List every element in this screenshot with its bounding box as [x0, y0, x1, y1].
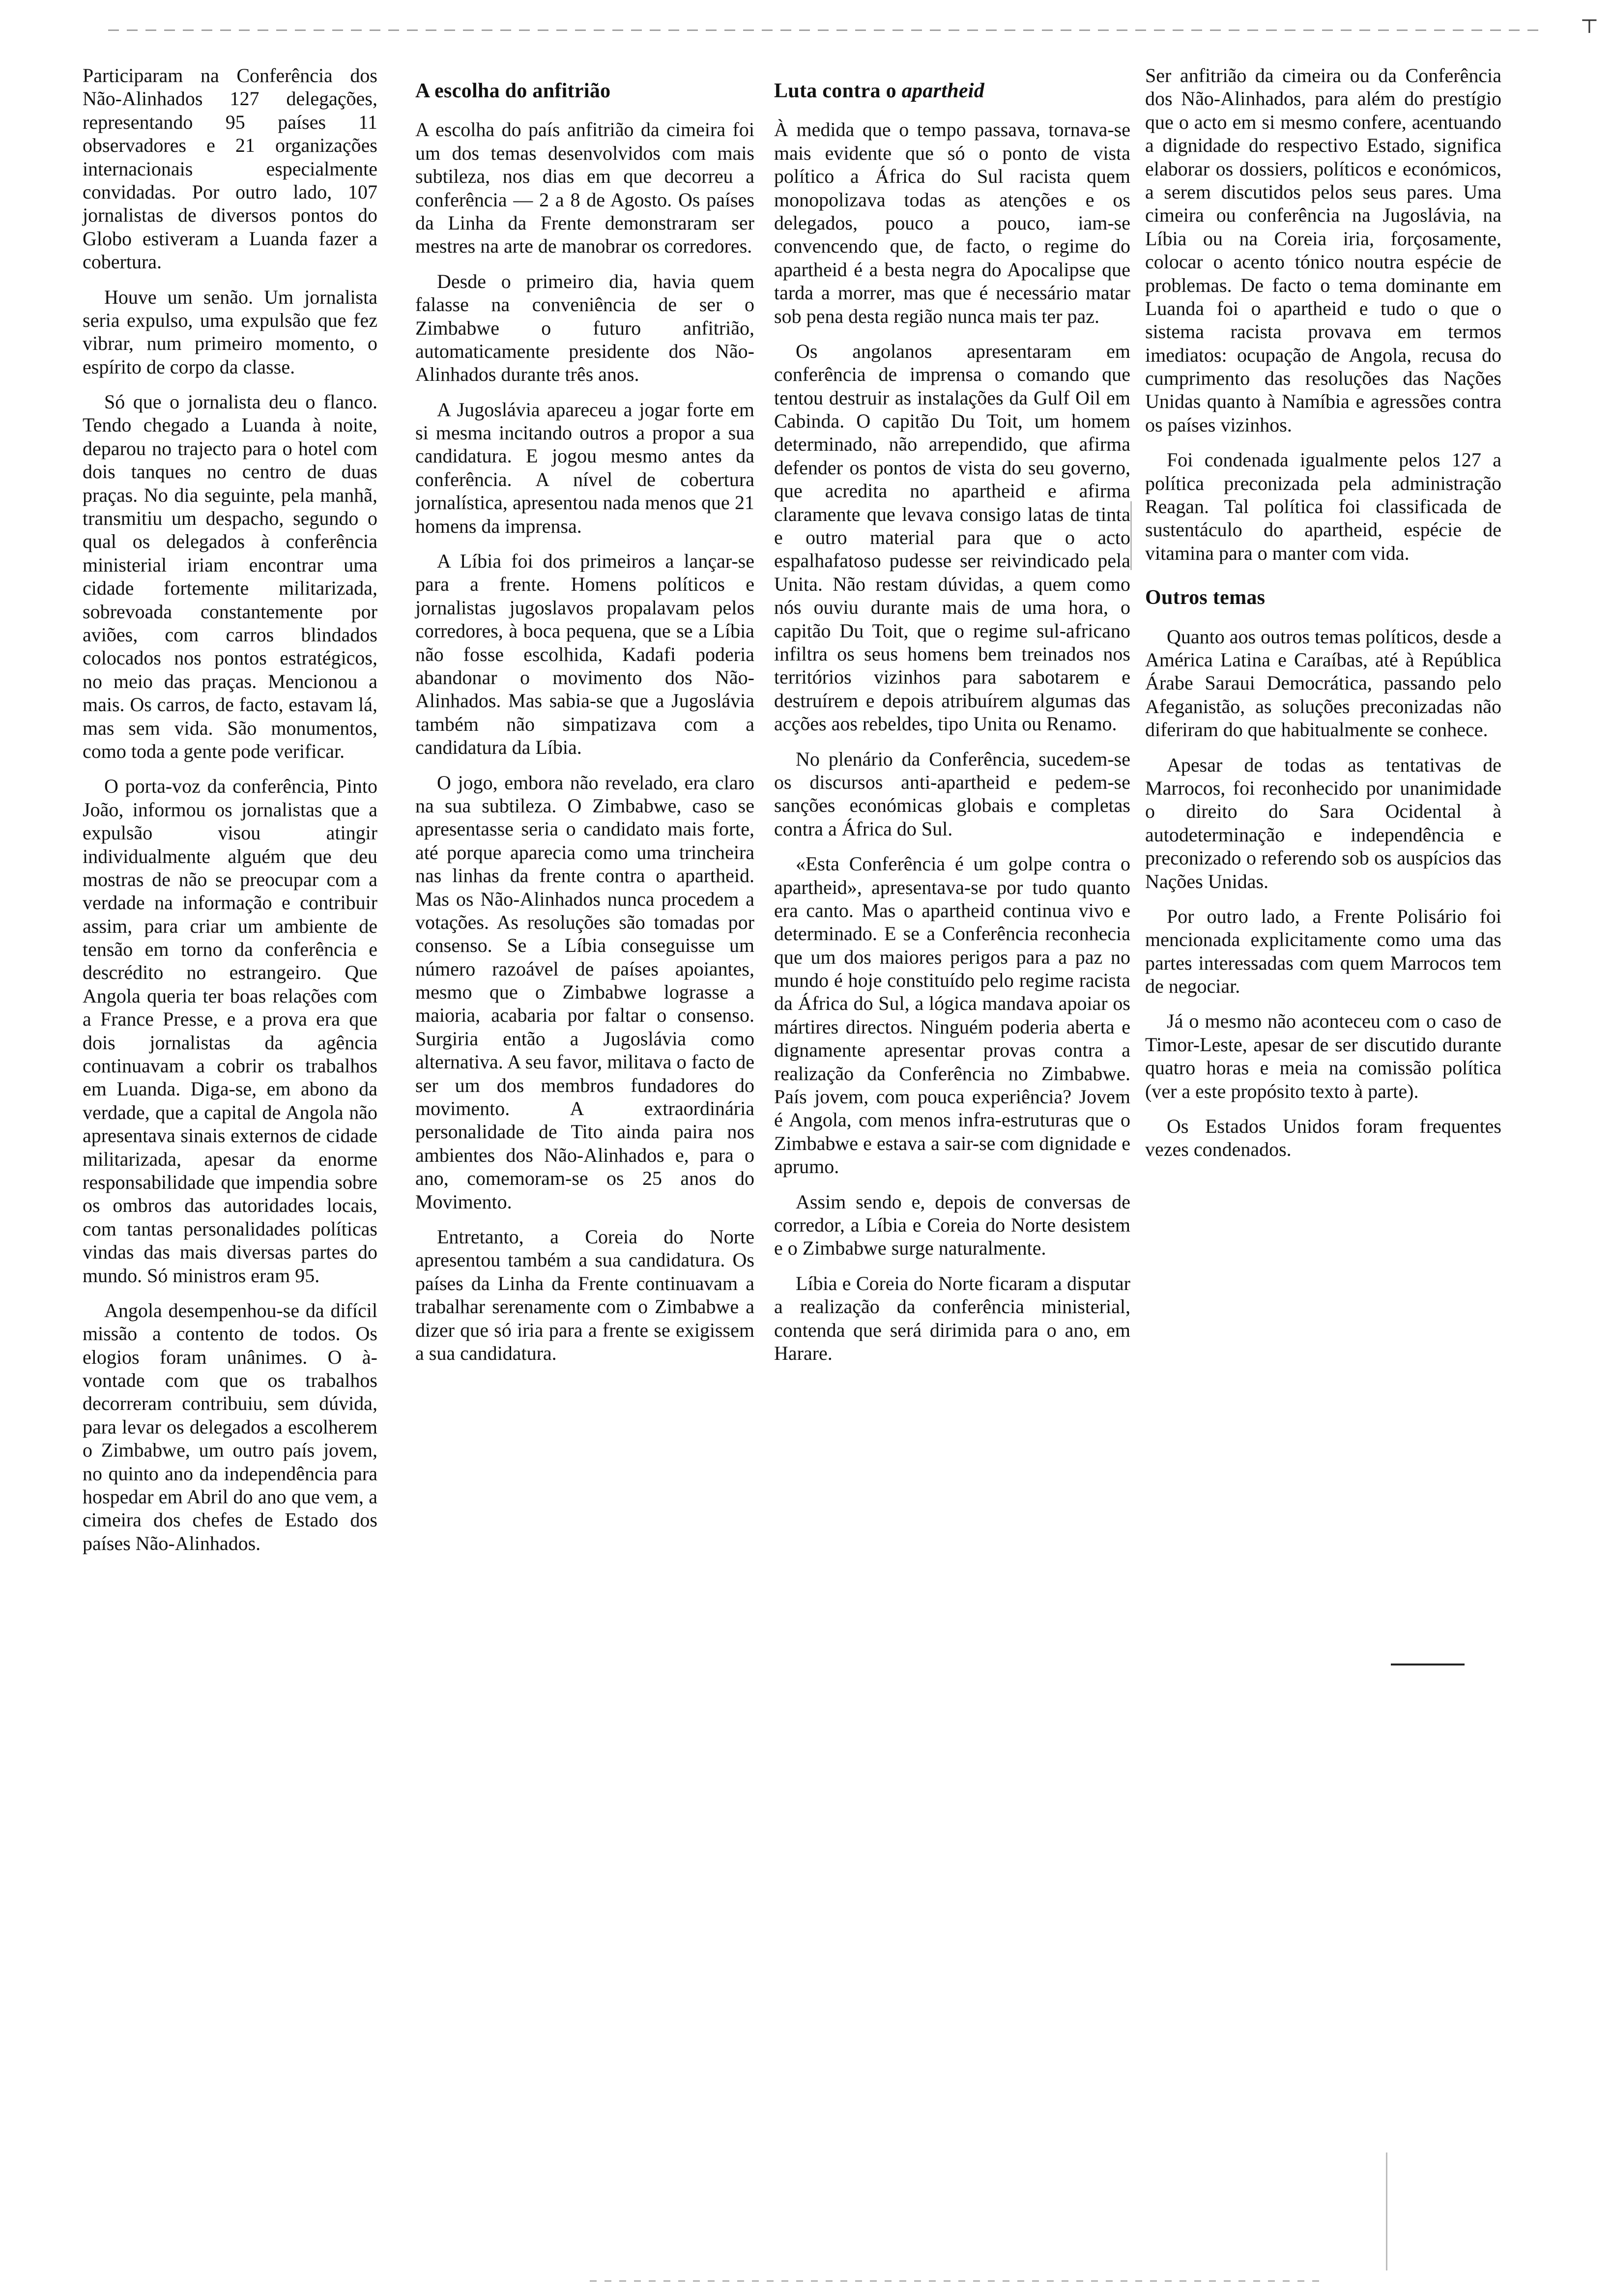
col4-paragraph-6: Já o mesmo não aconteceu com o caso de Timor-Leste, apesar de ser discutido durante quatro horas e meia na comissão política (ver a este propósito texto à parte).	[1145, 1010, 1501, 1102]
column-4	[1145, 64, 1501, 1173]
column-2	[415, 64, 754, 1377]
heading-outros-temas: Outros temas	[1145, 586, 1266, 609]
col3-paragraph-1: À medida que o tempo passava, tornava-se mais evidente que só o ponto de vista político a África do Sul racista quem monopolizava todas as atenções e os delegados, pouco a pouco, iam-se convencendo que, de facto, o regime do apartheid é a besta negra do Apocalipse que tarda a morrer, mas que é necessário matar sob pena desta região nunca mais ter paz.	[774, 118, 1130, 327]
col2-paragraph-4: A Líbia foi dos primeiros a lançar-se para a frente. Homens políticos e jornalistas jugoslavos propalavam pelos corredores, à boca pequena, que se a Líbia não fosse escolhida, Kadafi poderia abandonar o movimento dos Não-Alinhados. Mas sabia-se que a Jugoslávia também não simpatizava com a candidatura da Líbia.	[415, 550, 754, 759]
heading-luta-prefix: Luta contra o	[774, 80, 902, 102]
heading-escolha-anfitriao: A escolha do anfitrião	[415, 80, 611, 102]
col1-paragraph-2: Houve um senão. Um jornalista seria expulso, uma expulsão que fez vibrar, num primeiro momento, o espírito de corpo da classe.	[83, 286, 377, 378]
col2-paragraph-2: Desde o primeiro dia, havia quem falasse na conveniência de ser o Zimbabwe o futuro anfitrião, automaticamente presidente dos Não-Alinhados durante três anos.	[415, 270, 754, 386]
heading-luta-italic: apartheid	[901, 80, 985, 102]
col4-paragraph-2: Foi condenada igualmente pelos 127 a política preconizada pela administração Reagan. Tal política foi classificada de sustentáculo do apartheid, espécie de vitamina para o manter com vida.	[1145, 449, 1501, 564]
col1-paragraph-1: Participaram na Conferência dos Não-Alinhados 127 delegações, representando 95 países 11 observadores e 21 organizações internacionais especialmente convidadas. Por outro lado, 107 jornalistas de diversos pontos do Globo estiveram a Luanda fazer a cobertura.	[83, 64, 377, 273]
col3-paragraph-6: Líbia e Coreia do Norte ficaram a disputar a realização da conferência ministerial, contenda que será dirimida para o ano, em Harare.	[774, 1272, 1130, 1364]
col3-paragraph-5: Assim sendo e, depois de conversas de corredor, a Líbia e Coreia do Norte desistem e o Zimbabwe surge naturalmente.	[774, 1190, 1130, 1260]
end-dash	[1391, 1664, 1465, 1665]
col4-paragraph-4: Apesar de todas as tentativas de Marrocos, foi reconhecido por unanimidade o direito do Sara Ocidental à autodeterminação e independência e preconizado o referendo sob os auspícios das Nações Unidas.	[1145, 753, 1501, 892]
column-3	[774, 64, 1130, 1377]
col1-paragraph-5: Angola desempenhou-se da difícil missão a contento de todos. Os elogios foram unânimes. O à-vontade com que os trabalhos decorreram contribuiu, sem dúvida, para levar os delegados a escolherem o Zimbabwe, um outro país jovem, no quinto ano da independência para hospedar em Abril do ano que vem, a cimeira dos chefes de Estado dos países Não-Alinhados.	[83, 1299, 377, 1554]
col4-paragraph-1: Ser anfitrião da cimeira ou da Conferência dos Não-Alinhados, para além do prestígio que o acto em si mesmo confere, acentuando a dignidade do respectivo Estado, significa elaborar os dossiers, políticos e económicos, a serem discutidos pelos seus pares. Uma cimeira ou conferência na Jugoslávia, na Líbia ou na Coreia iria, forçosamente, colocar o acento tónico noutra espécie de problemas. De facto o tema dominante em Luanda foi o apartheid e tudo o que o sistema racista provava em termos imediatos: ocupação de Angola, recusa do cumprimento das resoluções das Nações Unidas quanto à Namíbia e agressões contra os países vizinhos.	[1145, 64, 1501, 436]
col3-paragraph-3: No plenário da Conferência, sucedem-se os discursos anti-apartheid e pedem-se sanções económicas globais e completas contra a África do Sul.	[774, 747, 1130, 840]
column-1	[83, 64, 377, 1567]
col2-paragraph-5: O jogo, embora não revelado, era claro na sua subtileza. O Zimbabwe, caso se apresentasse seria o candidato mais forte, até porque aparecia como uma trincheira nas linhas da frente contra o apartheid. Mas os Não-Alinhados nunca procedem a votações. As resoluções são tomadas por consenso. Se a Líbia conseguisse um número razoável de países apoiantes, mesmo que o Zimbabwe lograsse a maioria, acabaria por faltar o consenso. Surgiria então a Jugoslávia como alternativa. A seu favor, militava o facto de ser um dos membros fundadores do movimento. A extraordinária personalidade de Tito ainda paira nos ambientes dos Não-Alinhados e, para o ano, comemoram-se os 25 anos do Movimento.	[415, 771, 754, 1213]
heading-luta-apartheid	[774, 79, 1130, 103]
col4-paragraph-5: Por outro lado, a Frente Polisário foi mencionada explicitamente como uma das partes interessadas com quem Marrocos tem de negociar.	[1145, 905, 1501, 998]
corner-mark: ⊤	[1580, 15, 1599, 37]
col1-paragraph-4: O porta-voz da conferência, Pinto João, informou os jornalistas que a expulsão visou atingir individualmente alguém que deu mostras de não se preocupar com a verdade na informação e contribuir assim, para criar um ambiente de tensão em torno da conferência e descrédito no estrangeiro. Que Angola queria ter boas relações com a France Presse, e a prova era que dois jornalistas da agência continuavam a cobrir os trabalhos em Luanda. Diga-se, em abono da verdade, que a capital de Angola não apresentava sinais externos de cidade militarizada, apesar da enorme responsabilidade que impendia sobre os ombros das autoridades locais, com tantas personalidades políticas vindas das mais diversas partes do mundo. Só ministros eram 95.	[83, 775, 377, 1287]
col3-paragraph-2: Os angolanos apresentaram em conferência de imprensa o comando que tentou destruir as instalações da Gulf Oil em Cabinda. O capitão Du Toit, um homem determinado, não arrependido, que afirma defender os pontos de vista do seu governo, que acredita no apartheid e afirma claramente que levava consigo latas de tinta e outro material para que o acto espalhafatoso pudesse ser reivindicado pela Unita. Não restam dúvidas, a quem como nós ouviu durante mais de uma hora, o capitão Du Toit, que o regime sul-africano infiltra os seus homens bem treinados nos territórios vizinhos para sabotarem e destruírem e depois atribuírem algumas das acções aos rebeldes, tipo Unita ou Renamo.	[774, 340, 1130, 735]
col4-paragraph-3: Quanto aos outros temas políticos, desde a América Latina e Caraíbas, até à República Árabe Saraui Democrática, passando pelo Afeganistão, as soluções preconizadas não diferiram do que habitualmente se conhece.	[1145, 625, 1501, 741]
bottom-rule	[590, 2280, 1327, 2282]
col2-paragraph-3: A Jugoslávia apareceu a jogar forte em si mesma incitando outros a propor a sua candidatura. E jogou mesmo antes da conferência. A nível de cobertura jornalística, apresentou nada menos que 21 homens da imprensa.	[415, 398, 754, 537]
col2-paragraph-6: Entretanto, a Coreia do Norte apresentou também a sua candidatura. Os países da Linha da Frente continuavam a trabalhar serenamente com o Zimbabwe a dizer que só iria para a frente se exigissem a sua candidatura.	[415, 1225, 754, 1364]
scan-streak	[1386, 2152, 1387, 2270]
col4-paragraph-7: Os Estados Unidos foram frequentes vezes condenados.	[1145, 1115, 1501, 1161]
col1-paragraph-3: Só que o jornalista deu o flanco. Tendo chegado a Luanda à noite, deparou no trajecto para o hotel com dois tanques no centro de duas praças. No dia seguinte, pela manhã, transmitiu um despacho, segundo o qual os delegados à conferência ministerial iriam encontrar uma cidade fortemente militarizada, sobrevoada constantemente por aviões, com carros blindados colocados nos pontos estratégicos, no meio das praças. Mencionou a mais. Os carros, de facto, estavam lá, mas sem vida. São monumentos, como toda a gente pode verificar.	[83, 391, 377, 762]
scan-streak-2	[1130, 501, 1132, 570]
top-rule	[108, 29, 1543, 31]
col2-paragraph-1: A escolha do país anfitrião da cimeira foi um dos temas desenvolvidos com mais subtileza, nos dias em que decorreu a conferência — 2 a 8 de Agosto. Os países da Linha da Frente demonstraram ser mestres na arte de manobrar os corredores.	[415, 118, 754, 258]
col3-paragraph-4: «Esta Conferência é um golpe contra o apartheid», apresentava-se por tudo quanto era canto. Mas o apartheid continua vivo e determinado. E se a Conferência reconhecia que um dos maiores perigos para a paz no mundo é hoje constituído pelo regime racista da África do Sul, a lógica mandava apoiar os mártires directos. Ninguém poderia aberta e dignamente apresentar provas contra a realização da Conferência no Zimbabwe. País jovem, com pouca experiência? Jovem é Angola, com menos infra-estruturas que o Zimbabwe e estava a sair-se com dignidade e aprumo.	[774, 853, 1130, 1178]
